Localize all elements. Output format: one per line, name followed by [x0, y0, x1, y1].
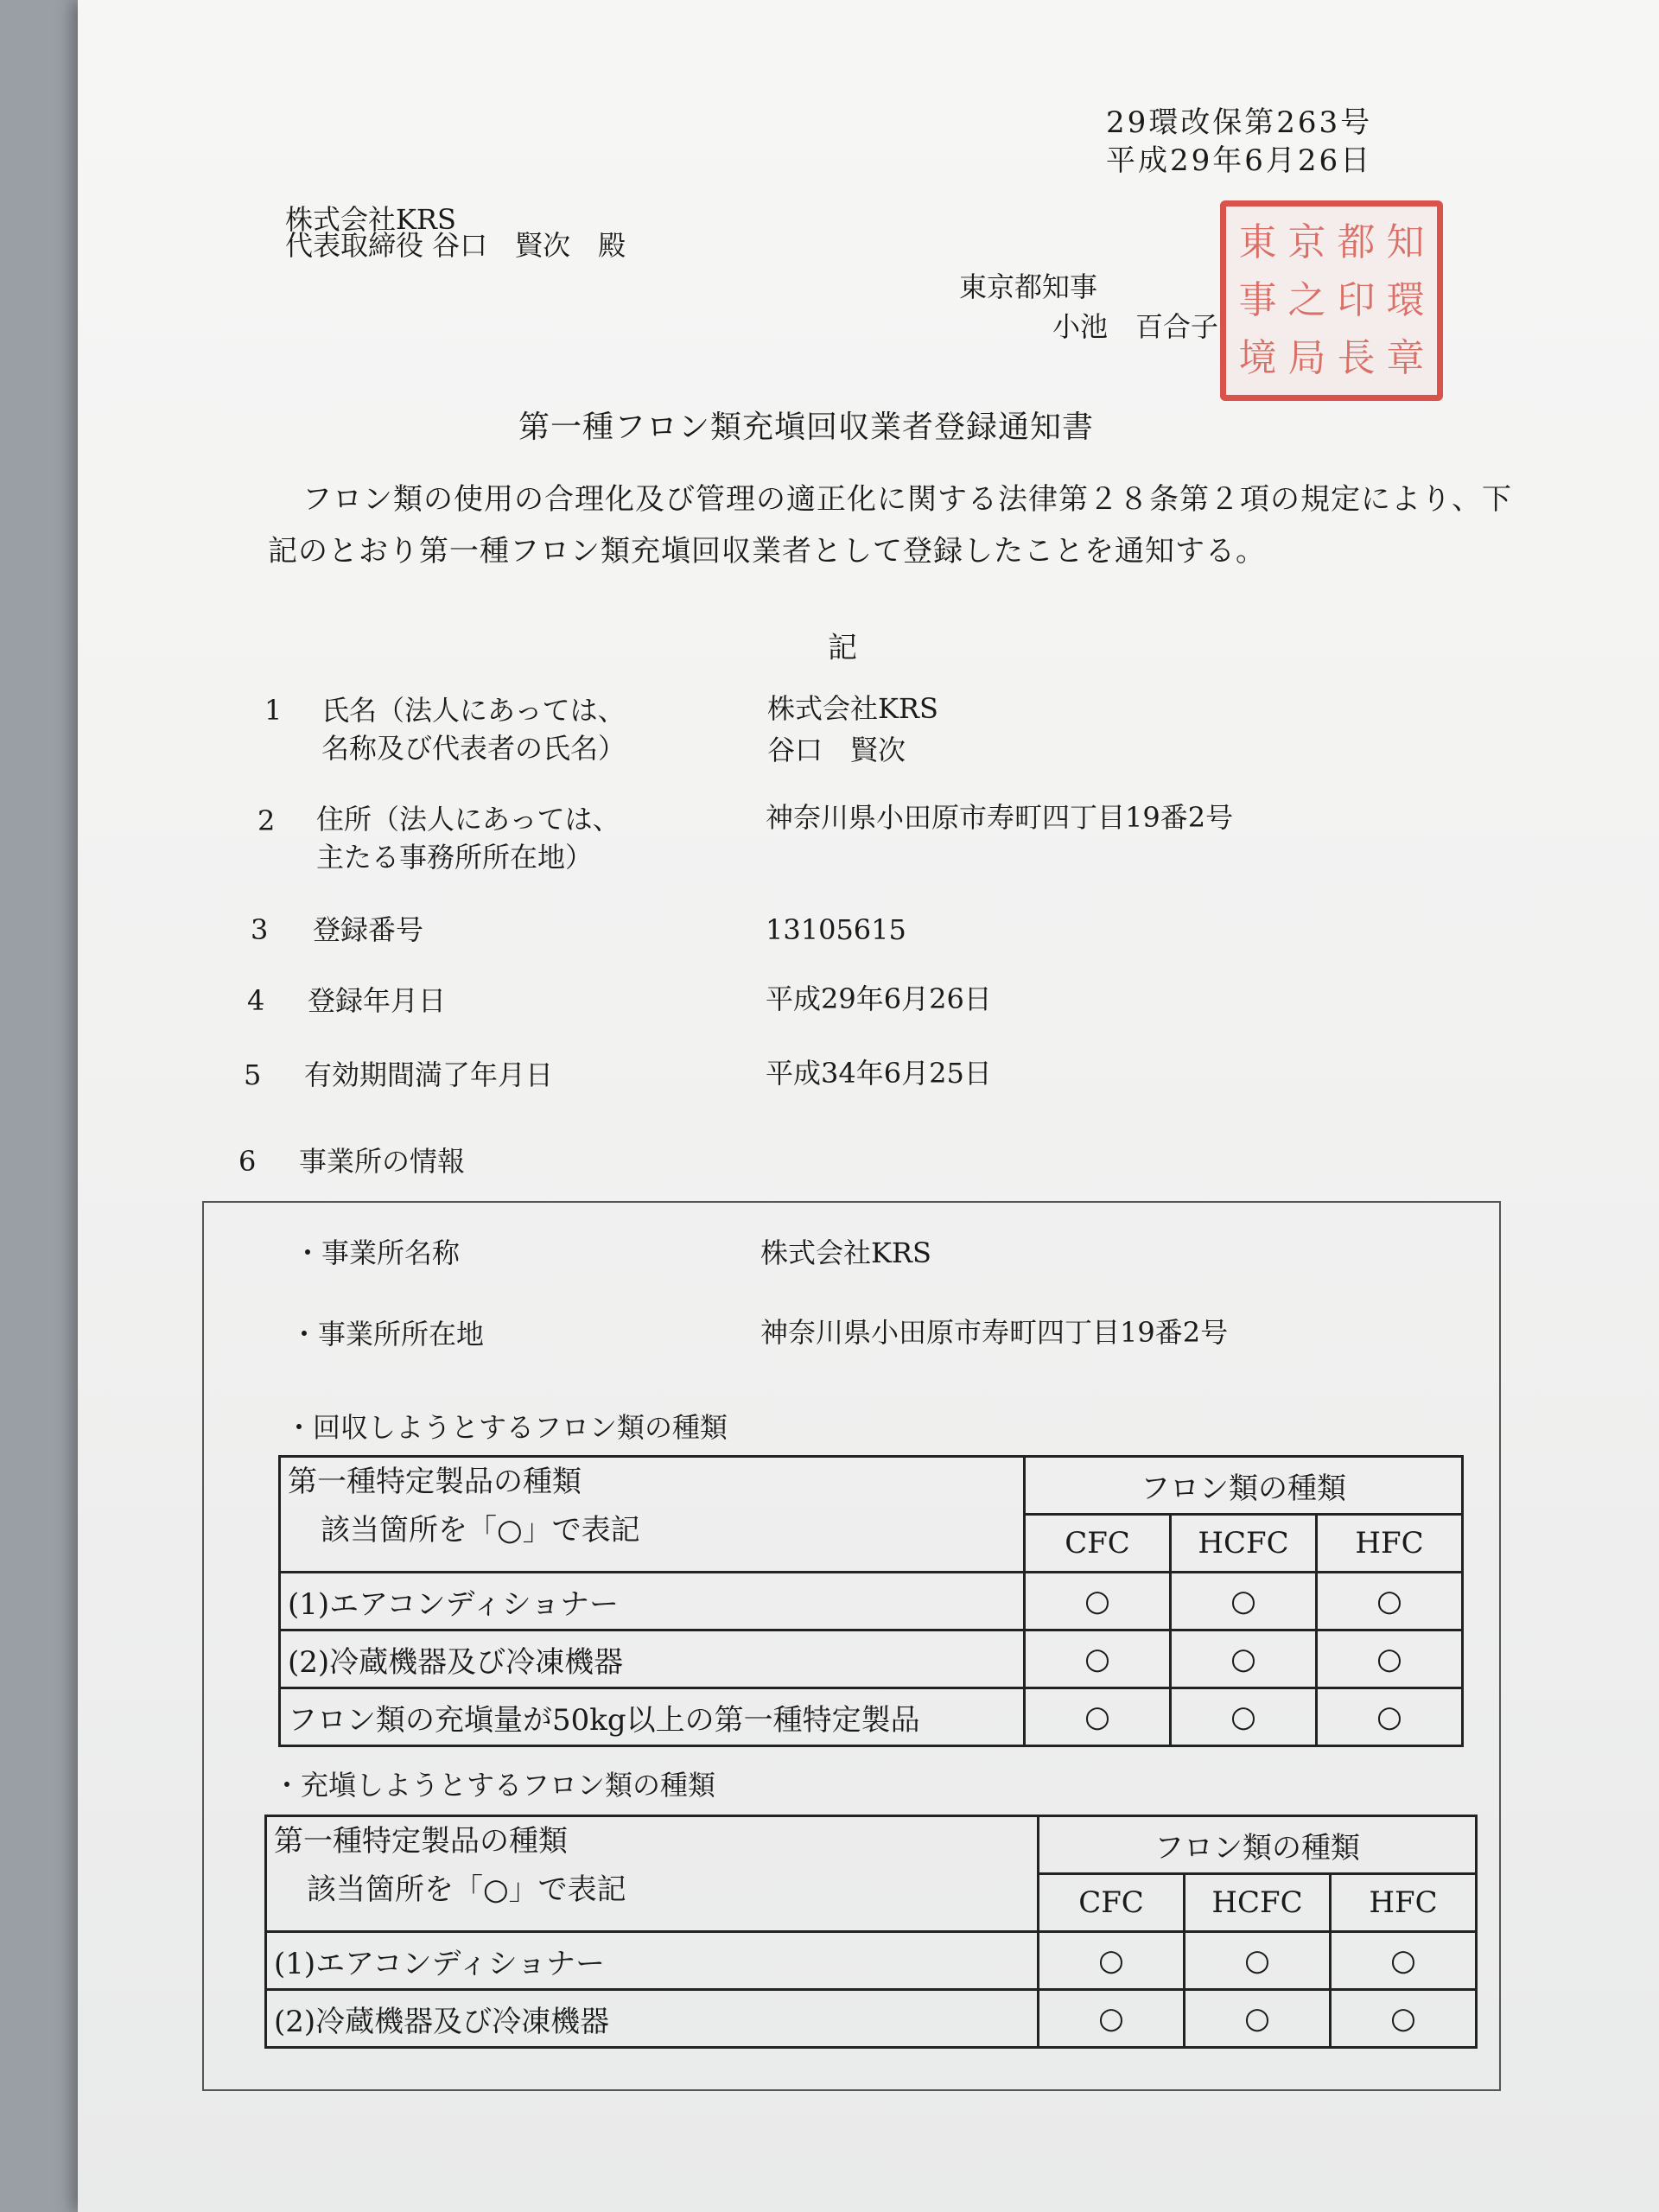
- section-heading: 事業所の情報: [299, 1145, 466, 1178]
- mark-cell: ○: [1185, 1932, 1331, 1990]
- sender-name: 小池 百合子: [1052, 310, 1219, 343]
- table-head-note: 該当箇所を「○」で表記: [307, 1872, 626, 1907]
- item-number: 5: [244, 1058, 262, 1091]
- recipient-company: 株式会社KRS: [285, 203, 456, 236]
- row-label: (1)エアコンディショナー: [266, 1932, 1039, 1990]
- seal-char: 境: [1238, 336, 1277, 381]
- table-row: [280, 1630, 1463, 1688]
- seal-char: 事: [1238, 277, 1277, 322]
- mark-cell: ○: [1171, 1573, 1317, 1630]
- item-label: 登録年月日: [308, 984, 447, 1017]
- item-number: 1: [264, 694, 283, 727]
- seal-char: 局: [1287, 336, 1326, 381]
- mark-cell: ○: [1171, 1630, 1317, 1688]
- seal-char: 京: [1287, 219, 1326, 264]
- row-label: フロン類の充塡量が50kg以上の第一種特定製品: [280, 1688, 1025, 1746]
- table-group-header: フロン類の種類: [1039, 1816, 1477, 1874]
- seal-char: 知: [1386, 219, 1425, 264]
- column-header-hcfc: HCFC: [1171, 1515, 1317, 1573]
- mark-cell: ○: [1025, 1688, 1171, 1746]
- row-label: (2)冷蔵機器及び冷凍機器: [266, 1990, 1039, 2048]
- mark-cell: ○: [1025, 1630, 1171, 1688]
- sender-title: 東京都知事: [959, 270, 1098, 303]
- table-row: [280, 1688, 1463, 1746]
- office-name-value: 株式会社KRS: [760, 1236, 931, 1269]
- document-number: 29環改保第263号: [1106, 105, 1373, 140]
- item-label: 登録番号: [313, 913, 424, 946]
- column-header-hfc: HFC: [1317, 1515, 1463, 1573]
- column-header-hfc: HFC: [1331, 1874, 1477, 1932]
- column-header-hcfc: HCFC: [1185, 1874, 1331, 1932]
- item-number: 2: [257, 804, 276, 837]
- table-head-label: 第一種特定製品の種類: [274, 1824, 568, 1859]
- table-header-cell: [266, 1816, 1039, 1932]
- issue-date: 平成29年6月26日: [1106, 143, 1373, 178]
- seal-char: 東: [1238, 219, 1277, 264]
- item-label: 有効期間満了年月日: [304, 1058, 554, 1091]
- table-header-cell: [280, 1457, 1025, 1573]
- seal-char: 印: [1337, 277, 1376, 322]
- item-value: 株式会社KRS: [767, 692, 938, 725]
- mark-cell: ○: [1317, 1688, 1463, 1746]
- item-value: 平成34年6月25日: [766, 1057, 992, 1090]
- item-label: 住所（法人にあっては、: [316, 803, 620, 836]
- mark-cell: ○: [1331, 1990, 1477, 2048]
- table-head-label: 第一種特定製品の種類: [288, 1465, 582, 1499]
- mark-cell: ○: [1039, 1990, 1185, 2048]
- item-label: 氏名（法人にあっては、: [321, 694, 626, 727]
- official-seal: [1220, 200, 1443, 401]
- seal-char: 環: [1386, 277, 1425, 322]
- item-value: 平成29年6月26日: [766, 982, 992, 1015]
- mark-cell: ○: [1025, 1573, 1171, 1630]
- item-value: 神奈川県小田原市寿町四丁目19番2号: [766, 801, 1234, 834]
- item-value: 谷口 賢次: [767, 734, 906, 766]
- seal-char: 之: [1287, 277, 1326, 322]
- mark-cell: ○: [1171, 1688, 1317, 1746]
- document-title: 第一種フロン類充塡回収業者登録通知書: [518, 410, 1095, 445]
- seal-char: 長: [1337, 336, 1376, 381]
- fill-table: [264, 1815, 1478, 2049]
- seal-char: 都: [1337, 219, 1376, 264]
- column-header-cfc: CFC: [1039, 1874, 1185, 1932]
- item-label: 名称及び代表者の氏名）: [321, 732, 626, 765]
- ki-heading: 記: [828, 631, 857, 665]
- table-group-header: フロン類の種類: [1025, 1457, 1463, 1515]
- row-label: (1)エアコンディショナー: [280, 1573, 1025, 1630]
- recipient-name: 代表取締役 谷口 賢次 殿: [285, 229, 626, 262]
- mark-cell: ○: [1185, 1990, 1331, 2048]
- office-name-label: ・事業所名称: [294, 1236, 461, 1269]
- table-row: [266, 1990, 1477, 2048]
- mark-cell: ○: [1331, 1932, 1477, 1990]
- row-label: (2)冷蔵機器及び冷凍機器: [280, 1630, 1025, 1688]
- seal-characters: [1233, 213, 1430, 388]
- seal-char: 章: [1386, 336, 1425, 381]
- body-text: フロン類の使用の合理化及び管理の適正化に関する法律第２８条第２項の規定により、下記のとおり第一種フロン類充塡回収業者として登録したことを通知する。: [268, 482, 1512, 569]
- recovery-table: [278, 1455, 1464, 1747]
- table-row: [280, 1573, 1463, 1630]
- fill-table-caption: ・充塡しようとするフロン類の種類: [273, 1769, 716, 1802]
- item-label: 主たる事務所所在地）: [316, 841, 594, 874]
- office-address-value: 神奈川県小田原市寿町四丁目19番2号: [760, 1316, 1229, 1349]
- office-address-label: ・事業所所在地: [290, 1318, 485, 1351]
- item-number: 3: [251, 913, 269, 946]
- table-head-note: 該当箇所を「○」で表記: [321, 1513, 640, 1548]
- column-header-cfc: CFC: [1025, 1515, 1171, 1573]
- item-number: 6: [238, 1145, 257, 1178]
- mark-cell: ○: [1317, 1630, 1463, 1688]
- mark-cell: ○: [1039, 1932, 1185, 1990]
- table-row: [266, 1932, 1477, 1990]
- mark-cell: ○: [1317, 1573, 1463, 1630]
- item-value: 13105615: [766, 913, 906, 946]
- item-number: 4: [247, 984, 265, 1017]
- recovery-table-caption: ・回収しようとするフロン類の種類: [285, 1411, 728, 1444]
